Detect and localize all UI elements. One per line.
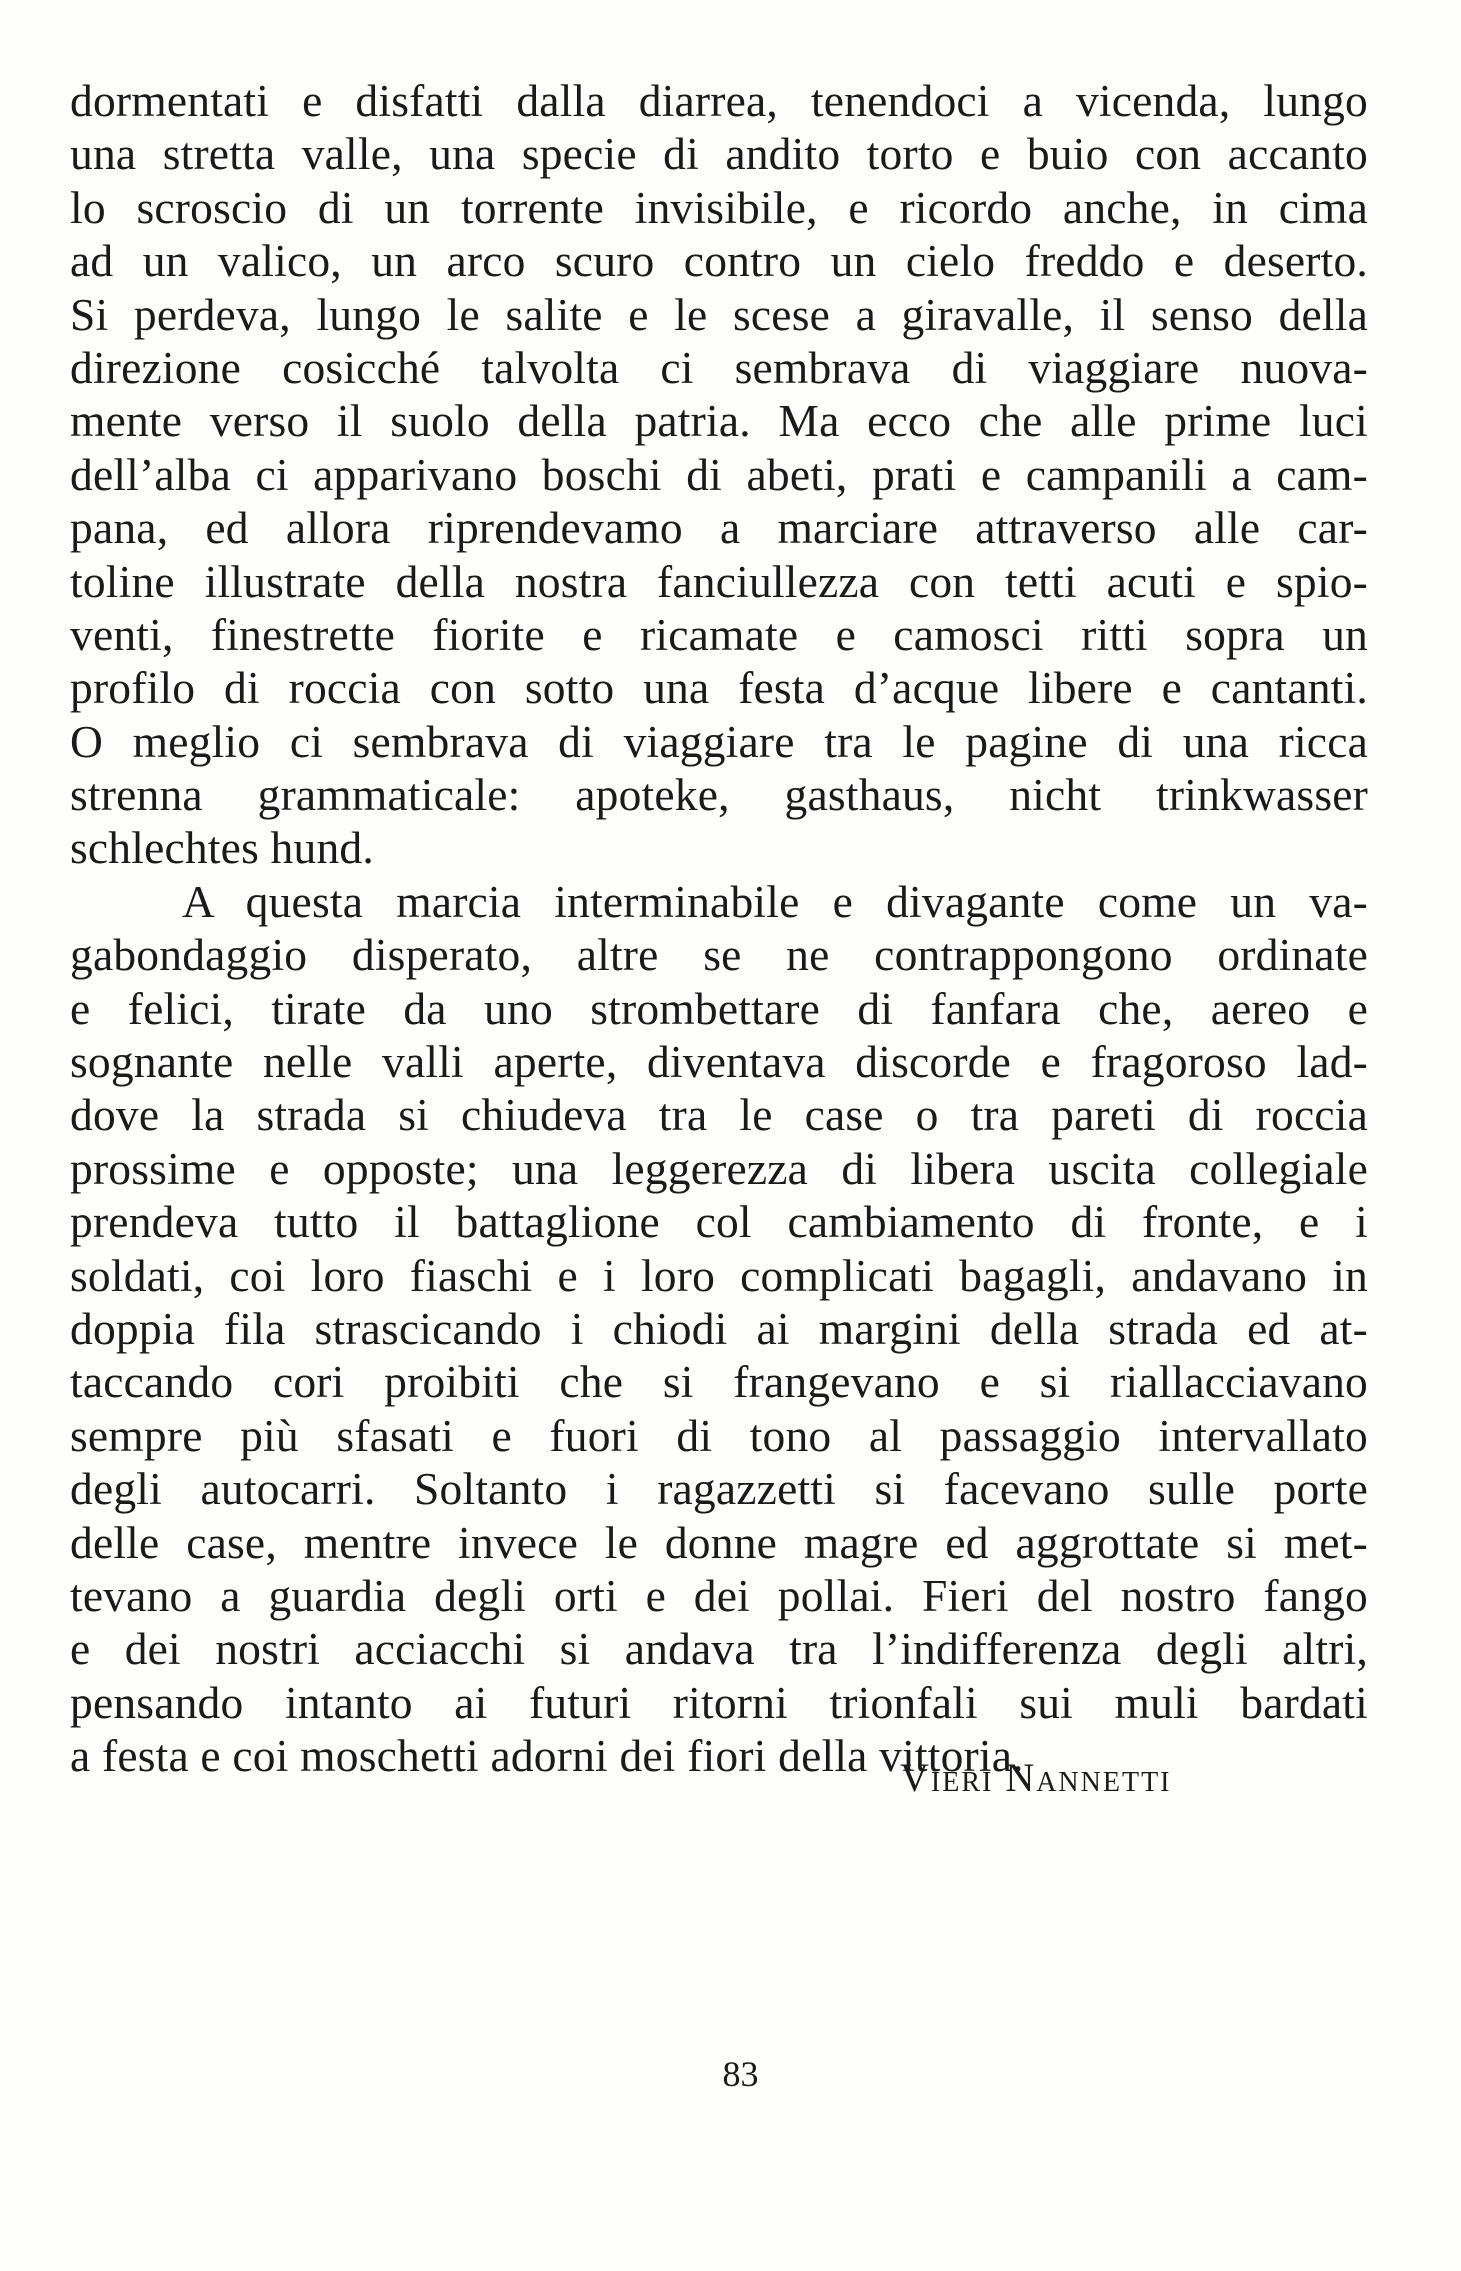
text-line: strenna grammaticale: apoteke, gasthaus, nicht trinkwasser (70, 769, 1368, 821)
text-line: lo scroscio di un torrente invisibile, e ricordo anche, in cima (70, 181, 1368, 233)
text-line: delle case, mentre invece le donne magre ed aggrottate si met- (70, 1516, 1368, 1568)
text-line: prendeva tutto il battaglione col cambiamento di fronte, e i (70, 1196, 1368, 1248)
text-line: prossime e opposte; una leggerezza di libera uscita collegiale (70, 1142, 1368, 1194)
text-line: venti, finestrette fiorite e ricamate e camosci ritti sopra un (70, 608, 1368, 660)
text-line: toline illustrate della nostra fanciullezza con tetti acuti e spio- (70, 555, 1368, 607)
author-signature: Vieri Nannetti (900, 1755, 1172, 1800)
text-line: soldati, coi loro fiaschi e i loro complicati bagagli, andavano in (70, 1249, 1368, 1301)
page-number: 83 (722, 2054, 759, 2094)
text-line: direzione cosicché talvolta ci sembrava di viaggiare nuova- (70, 341, 1368, 393)
text-line: profilo di roccia con sotto una festa d’acque libere e cantanti. (70, 662, 1368, 714)
text-line: sognante nelle valli aperte, diventava discorde e fragoroso lad- (70, 1036, 1368, 1088)
text-line: e felici, tirate da uno strombettare di fanfara che, aereo e (70, 982, 1368, 1034)
text-line: tevano a guardia degli orti e dei pollai. Fieri del nostro fango (70, 1569, 1368, 1621)
body-text (70, 74, 1368, 1783)
text-line: Si perdeva, lungo le salite e le scese a giravalle, il senso della (70, 288, 1368, 340)
text-line: pana, ed allora riprendevamo a marciare attraverso alle car- (70, 502, 1368, 554)
text-line: pensando intanto ai futuri ritorni trionfali sui muli bardati (70, 1676, 1368, 1728)
text-line: O meglio ci sembrava di viaggiare tra le pagine di una ricca (70, 715, 1368, 767)
text-line: dell’alba ci apparivano boschi di abeti, prati e campanili a cam- (70, 448, 1368, 500)
text-line: degli autocarri. Soltanto i ragazzetti si facevano sulle porte (70, 1463, 1368, 1515)
text-line: ad un valico, un arco scuro contro un cielo freddo e deserto. (70, 235, 1368, 287)
text-line: e dei nostri acciacchi si andava tra l’indifferenza degli altri, (70, 1623, 1368, 1675)
paragraph-end-line: a festa e coi moschetti adorni dei fiori della vittoria. (70, 1730, 1024, 1782)
text-line: taccando cori proibiti che si frangevano e si riallacciavano (70, 1356, 1368, 1408)
text-line: doppia fila strascicando i chiodi ai margini della strada ed at- (70, 1302, 1368, 1354)
text-line: una stretta valle, una specie di andito torto e buio con accanto (70, 128, 1368, 180)
paragraph-end-line: schlechtes hund. (70, 822, 374, 874)
text-line: sempre più sfasati e fuori di tono al passaggio intervallato (70, 1409, 1368, 1461)
text-line: dove la strada si chiudeva tra le case o tra pareti di roccia (70, 1089, 1368, 1141)
text-line: gabondaggio disperato, altre se ne contrappongono ordinate (70, 929, 1368, 981)
paragraph-start-line: A questa marcia interminabile e divagante come un va- (182, 875, 1368, 927)
text-line: mente verso il suolo della patria. Ma ecco che alle prime luci (70, 395, 1368, 447)
text-line: dormentati e disfatti dalla diarrea, tenendoci a vicenda, lungo (70, 75, 1368, 126)
